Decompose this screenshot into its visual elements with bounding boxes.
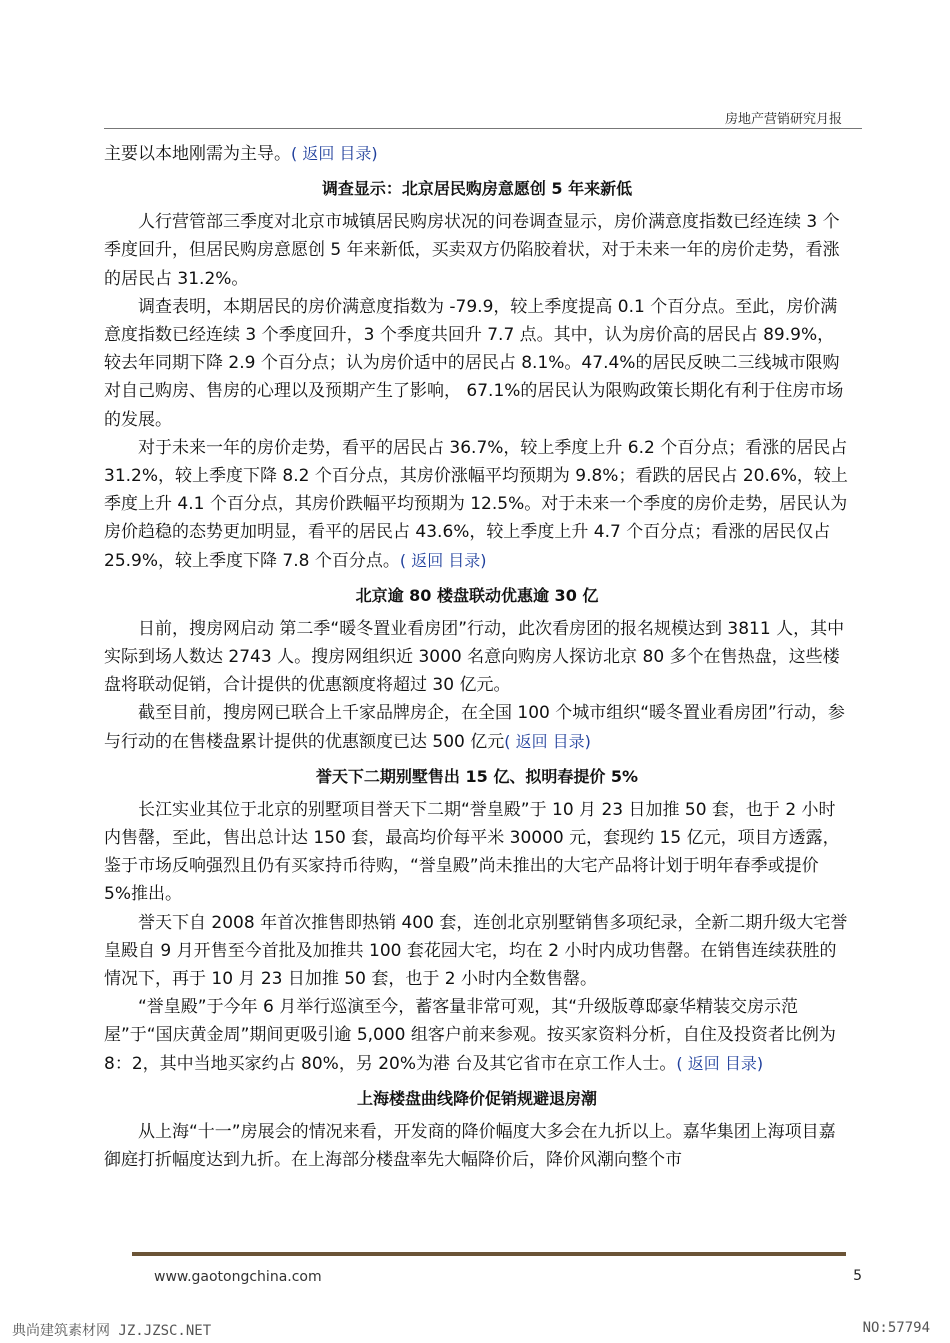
paragraph: 长江实业其位于北京的别墅项目誉天下二期“誉皇殿”于 10 月 23 日加推 50 套，也于 2 小时内售罄，至此，售出总计达 150 套，最高均价每平米 30000 元，套现约 15 亿元，项目方透露，鉴于市场反响强烈且仍有买家持币待购，“誉皇殿”尚未推出的大宅产品将计划于明年春季或提价 5%推出。 (104, 799, 840, 905)
paragraph-text: “誉皇殿”于今年 6 月举行巡演至今，蓄客量非常可观，其“升级版尊邸豪华精装交房示范屋”于“国庆黄金周”期间更吸引逾 5,000 组客户前来参观。按买家资料分析，自住及投资者比例为 8：2，其中当地买家约占 80%，另 20%为港 台及其它省市在京工作人士。 (104, 997, 836, 1074)
page-number: 5 (853, 1268, 862, 1284)
intro-text: 主要以本地刚需为主导。 (104, 144, 291, 164)
footer-divider (132, 1252, 846, 1256)
watermark-site: 典尚建筑素材网 JZ.JZSC.NET (12, 1323, 212, 1339)
back-to-toc-link[interactable]: ( 返回 目录) (504, 731, 591, 751)
section-heading: 誉天下二期别墅售出 15 亿、拟明春提价 5% (315, 766, 639, 786)
paragraph: 誉天下自 2008 年首次推售即热销 400 套，连创北京别墅销售多项纪录，全新二期升级大宅誉皇殿自 9 月开售至今首批及加推共 100 套花园大宅，均在 2 小时内成功售罄。在销售连续获胜的情况下，再于 10 月 23 日加推 50 套，也于 2 小时内全数售罄。 (104, 912, 848, 990)
section-heading: 调查显示：北京居民购房意愿创 5 年来新低 (321, 179, 633, 199)
paragraph-text: 截至目前，搜房网已联合上千家品牌房企，在全国 100 个城市组织“暖冬置业看房团”行动，参与行动的在售楼盘累计提供的优惠额度已达 500 亿元 (104, 703, 845, 752)
paragraph: 从上海“十一”房展会的情况来看，开发商的降价幅度大多会在九折以上。嘉华集团上海项目嘉御庭打折幅度达到九折。在上海部分楼盘率先大幅降价后，降价风潮向整个市 (104, 1121, 836, 1171)
back-to-toc-link[interactable]: ( 返回 目录) (399, 550, 487, 570)
paragraph (104, 434, 850, 575)
paragraph (104, 993, 850, 1078)
intro-line (104, 140, 850, 168)
watermark-number: NO:57794 (862, 1320, 930, 1336)
section-heading: 北京逾 80 楼盘联动优惠逾 30 亿 (355, 585, 599, 605)
footer-url: www.gaotongchina.com (154, 1269, 322, 1285)
paragraph: 人行营管部三季度对北京市城镇居民购房状况的问卷调查显示，房价满意度指数已经连续 3 个季度回升，但居民购房意愿创 5 年来新低，买卖双方仍陷胶着状，对于未来一年的房价走势，看涨的居民占 31.2%。 (104, 212, 840, 289)
header-divider (104, 128, 862, 129)
paragraph: 调查表明，本期居民的房价满意度指数为 -79.9，较上季度提高 0.1 个百分点。至此，房价满意度指数已经连续 3 个季度回升，3 个季度共回升 7.7 点。其中，认为房价高的居民占 89.9%，较去年同期下降 2.9 个百分点；认为房价适中的居民占 8.1%。47.4%的居民反映二三线城市限购对自己购房、售房的心理以及预期产生了影响， 67.1%的居民认为限购政策长期化有利于住房市场的发展。 (104, 296, 844, 430)
back-to-toc-link[interactable]: ( 返回 目录) (291, 144, 378, 163)
section-heading: 上海楼盘曲线降价促销规避退房潮 (356, 1088, 597, 1108)
paragraph (104, 699, 850, 755)
article-body (104, 140, 850, 1174)
paragraph: 日前，搜房网启动 第二季“暖冬置业看房团”行动，此次看房团的报名规模达到 3811 人，其中实际到场人数达 2743 人。搜房网组织近 3000 名意向购房人探访北京 80 多个在售热盘，这些楼盘将联动促销，合计提供的优惠额度将超过 30 亿元。 (104, 618, 845, 696)
paragraph-text: 对于未来一年的房价走势，看平的居民占 36.7%，较上季度上升 6.2 个百分点；看涨的居民占 31.2%，较上季度下降 8.2 个百分点，其房价涨幅平均预期为 9.8%；看跌的居民占 20.6%，较上季度上升 4.1 个百分点，其房价跌幅平均预期为 12.5%。对于未来一个季度的房价走势，居民认为房价趋稳的态势更加明显，看平的居民占 43.6%，较上季度上升 4.7 个百分点；看涨的居民仅占 25.9%，较上季度下降 7.8 个百分点。 (104, 437, 848, 571)
report-title: 房地产营销研究月报 (724, 112, 842, 127)
back-to-toc-link[interactable]: ( 返回 目录) (676, 1053, 764, 1073)
